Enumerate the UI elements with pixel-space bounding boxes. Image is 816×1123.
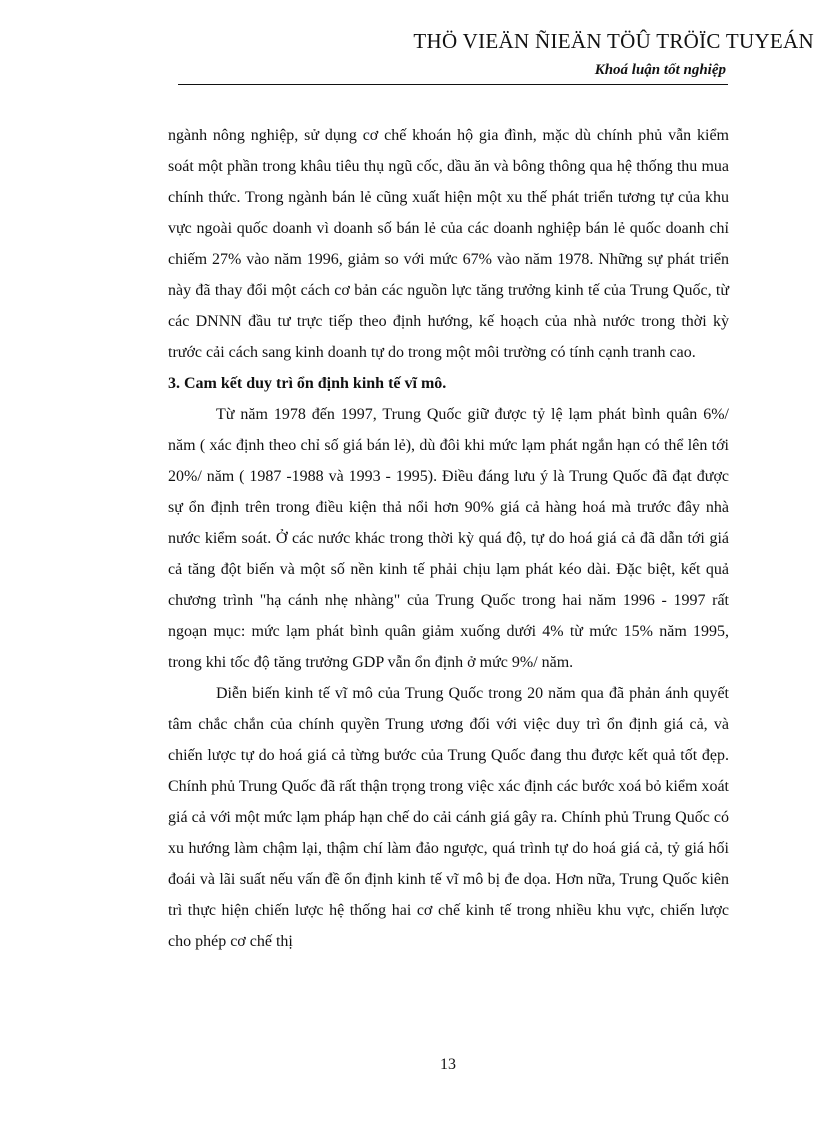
section-heading: 3. Cam kết duy trì ổn định kinh tế vĩ mô. [168,375,447,392]
paragraph-3: Diễn biến kinh tế vĩ mô của Trung Quốc trong 20 năm qua đã phản ánh quyết tâm chắc chắn của chính quyền Trung ương đối với việc duy trì ổn định giá cả, và chiến lược tự do hoá giá cả từng bước của Trung Quốc đang thu được kết quả tốt đẹp. Chính phủ Trung Quốc đã rất thận trọng trong việc xác định các bước xoá bỏ kiểm xoát giá cả với một mức lạm pháp hạn chế do cải cánh giá gây ra. Chính phủ Trung Quốc có xu hướng làm chậm lại, thậm chí làm đảo ngược, quá trình tự do hoá giá cả, tỷ giá hối đoái và lãi suất nếu vấn đề ổn định kinh tế vĩ mô bị đe dọa. Hơn nữa, Trung Quốc kiên trì thực hiện chiến lược hệ thống hai cơ chế kinh tế trong nhiều khu vực, chiến lược cho phép cơ chế thị [168,685,729,950]
header-subtitle: Khoá luận tốt nghiệp [594,62,726,78]
header-title: THÖ VIEÄN ÑIEÄN TÖÛ TRÖÏC TUYEÁN [413,29,814,53]
header-rule [178,84,728,85]
page-number: 13 [440,1056,456,1073]
document-body [168,120,729,957]
paragraph-1: ngành nông nghiệp, sử dụng cơ chế khoán hộ gia đình, mặc dù chính phủ vẫn kiểm soát một phần trong khâu tiêu thụ ngũ cốc, dầu ăn và bông thông qua hệ thống thu mua chính thức. Trong ngành bán lẻ cũng xuất hiện một xu thế phát triển tương tự của khu vực ngoài quốc doanh vì doanh số bán lẻ của các doanh nghiệp bán lẻ quốc doanh chỉ chiếm 27% vào năm 1996, giảm so với mức 67% vào năm 1978. Những sự phát triển này đã thay đổi một cách cơ bản các nguồn lực tăng trưởng kinh tế của Trung Quốc, từ các DNNN đầu tư trực tiếp theo định hướng, kế hoạch của nhà nước trong thời kỳ trước cải cách sang kinh doanh tự do trong một môi trường có tính cạnh tranh cao. [168,127,729,361]
paragraph-2: Từ năm 1978 đến 1997, Trung Quốc giữ được tỷ lệ lạm phát bình quân 6%/ năm ( xác định theo chỉ số giá bán lẻ), dù đôi khi mức lạm phát ngắn hạn có thể lên tới 20%/ năm ( 1987 -1988 và 1993 - 1995). Điều đáng lưu ý là Trung Quốc đã đạt được sự ổn định trên trong điều kiện thả nổi hơn 90% giá cả hàng hoá mà trước đây nhà nước kiểm soát. Ở các nước khác trong thời kỳ quá độ, tự do hoá giá cả đã dẫn tới giá cả tăng đột biến và một số nền kinh tế phải chịu lạm phát kéo dài. Đặc biệt, kết quả chương trình "hạ cánh nhẹ nhàng" của Trung Quốc trong hai năm 1996 - 1997 rất ngoạn mục: mức lạm phát bình quân giảm xuống dưới 4% từ mức 15% năm 1995, trong khi tốc độ tăng trưởng GDP vẫn ổn định ở mức 9%/ năm. [168,406,729,671]
